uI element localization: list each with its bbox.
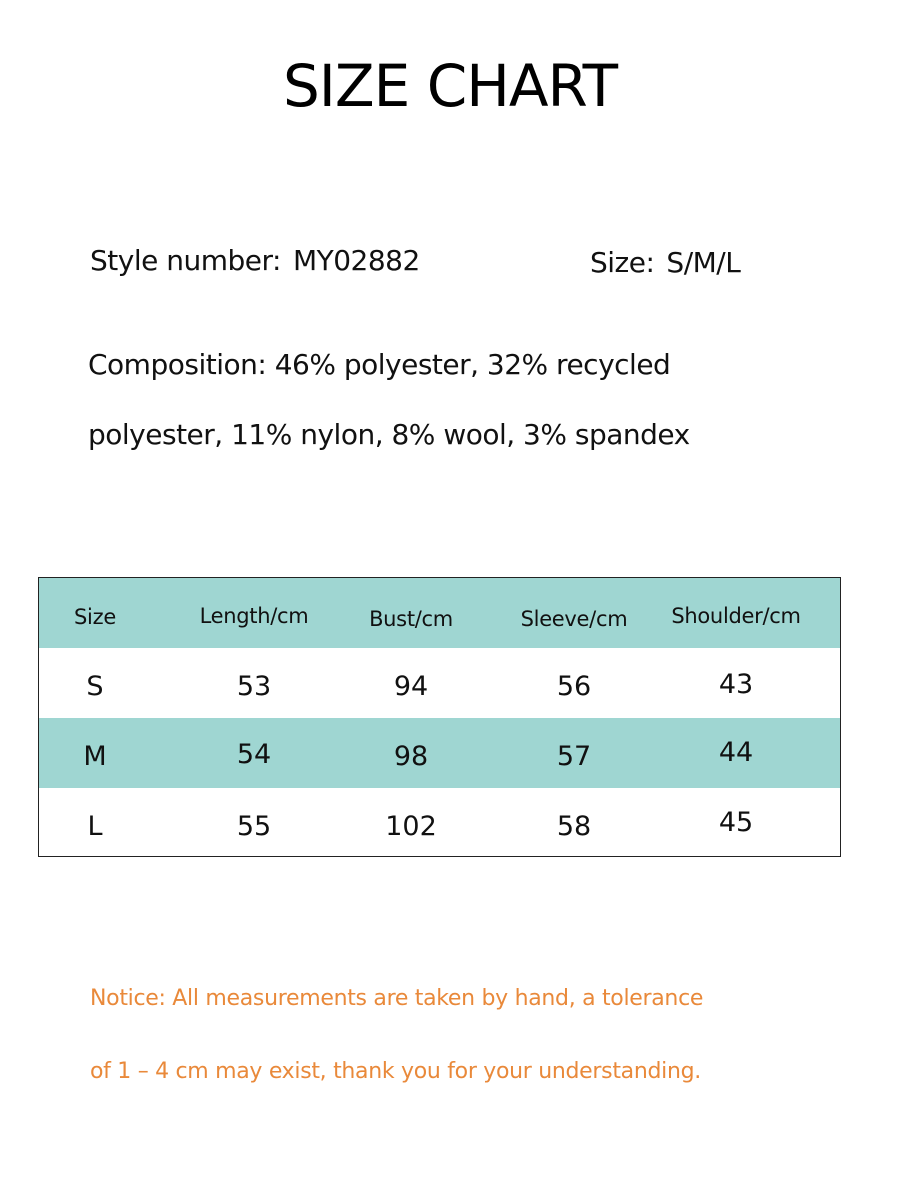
notice-line-2: of 1 – 4 cm may exist, thank you for your understanding. xyxy=(90,1059,701,1084)
table-row xyxy=(39,718,840,788)
header-bust: Bust/cm xyxy=(369,607,453,631)
header-shoulder: Shoulder/cm xyxy=(671,604,801,628)
cell-size: L xyxy=(87,811,103,842)
notice xyxy=(90,962,850,1108)
style-number-value: MY02882 xyxy=(292,244,420,277)
style-number xyxy=(90,244,420,277)
header-sleeve: Sleeve/cm xyxy=(520,607,628,631)
cell-length: 54 xyxy=(236,739,272,770)
header-length: Length/cm xyxy=(199,604,309,628)
cell-bust: 98 xyxy=(393,741,429,772)
table-row xyxy=(39,788,840,858)
page-title: SIZE CHART xyxy=(282,52,618,120)
size-table xyxy=(38,577,841,857)
style-number-label: Style number: xyxy=(90,244,281,277)
notice-line-1: Notice: All measurements are taken by hand, a tolerance xyxy=(90,986,704,1011)
cell-size: S xyxy=(86,671,104,702)
composition-line-2: polyester, 11% nylon, 8% wool, 3% spandex xyxy=(88,418,690,451)
size-options xyxy=(590,246,740,279)
header-size: Size xyxy=(74,605,116,629)
size-value: S/M/L xyxy=(666,246,741,279)
cell-sleeve: 58 xyxy=(556,811,592,842)
cell-shoulder: 44 xyxy=(718,737,754,768)
composition-line-1: Composition: 46% polyester, 32% recycled xyxy=(88,348,671,381)
cell-size: M xyxy=(83,741,107,772)
size-label: Size: xyxy=(590,246,655,279)
table-row xyxy=(39,648,840,718)
table-header-row xyxy=(39,578,840,648)
cell-length: 53 xyxy=(236,671,272,702)
cell-shoulder: 43 xyxy=(718,669,754,700)
cell-shoulder: 45 xyxy=(718,807,754,838)
cell-sleeve: 56 xyxy=(556,671,592,702)
cell-bust: 102 xyxy=(385,811,437,842)
cell-sleeve: 57 xyxy=(556,741,592,772)
composition xyxy=(88,330,808,470)
cell-bust: 94 xyxy=(393,671,429,702)
cell-length: 55 xyxy=(236,811,272,842)
